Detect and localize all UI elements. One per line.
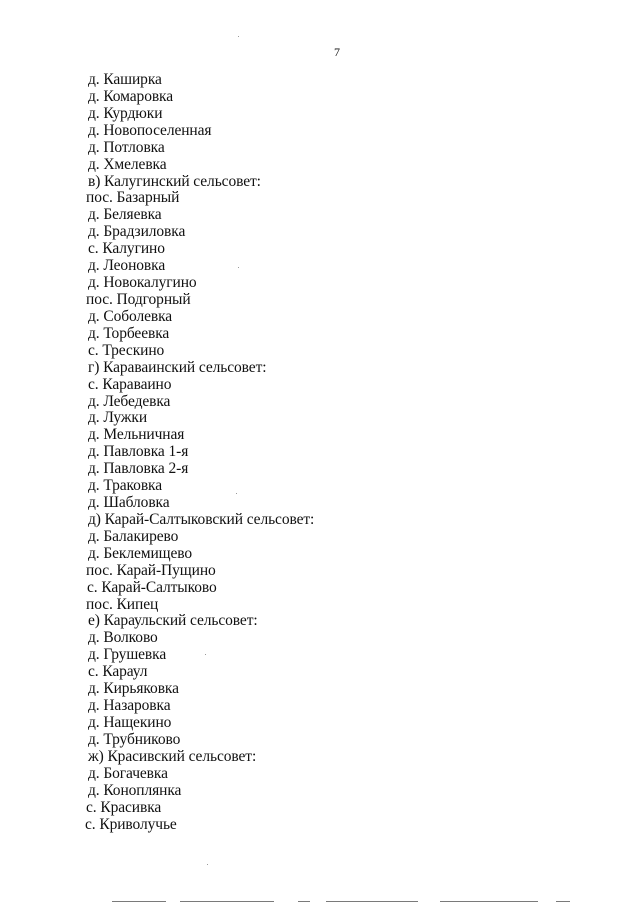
- settlement-item: д. Новопоселенная: [88, 121, 212, 139]
- settlement-item: пос. Карай-Пущино: [86, 561, 216, 579]
- settlement-item: пос. Подгорный: [86, 291, 191, 308]
- settlement-item: д. Волково: [88, 629, 158, 647]
- settlement-item: д. Лебедевка: [88, 392, 171, 410]
- settlement-item: с. Красивка: [86, 798, 162, 816]
- scan-rule: [440, 901, 538, 902]
- settlement-item: д. Павловка 2-я: [88, 460, 189, 478]
- settlement-item: д. Потловка: [88, 138, 165, 156]
- settlement-item: д. Новокалугино: [88, 274, 197, 291]
- section-heading: ж) Красивский сельсовет:: [88, 747, 257, 765]
- settlement-item: д. Богачевка: [88, 764, 168, 782]
- scan-speck: [207, 864, 208, 865]
- settlement-item: д. Комаровка: [88, 87, 174, 105]
- settlement-item: д. Беляевка: [88, 206, 162, 224]
- settlement-item: д. Грушевка: [88, 646, 167, 664]
- settlement-item: д. Торбеевка: [88, 324, 170, 342]
- scan-speck: [238, 36, 239, 37]
- settlement-item: д. Назаровка: [88, 697, 171, 714]
- settlement-item: д. Шабловка: [88, 494, 170, 511]
- settlement-item: д. Коноплянка: [88, 781, 182, 799]
- settlement-item: с. Криволучье: [85, 815, 177, 833]
- section-heading: е) Караульский сельсовет:: [88, 612, 258, 630]
- settlement-item: пос. Базарный: [86, 189, 180, 207]
- settlement-item: с. Трескино: [88, 341, 165, 359]
- settlement-item: пос. Кипец: [86, 595, 159, 613]
- section-heading: в) Калугинский сельсовет:: [88, 172, 261, 190]
- settlement-item: с. Караул: [88, 663, 148, 681]
- settlement-item: д. Мельничная: [88, 426, 185, 444]
- scan-rule: [298, 901, 310, 902]
- settlement-item: д. Трубниково: [88, 730, 181, 748]
- settlement-item: с. Карай-Салтыково: [87, 578, 217, 596]
- settlement-item: д. Соболевка: [88, 307, 173, 325]
- settlement-item: д. Балакирево: [88, 527, 179, 545]
- settlement-item: д. Каширка: [88, 71, 162, 88]
- settlement-item: с. Караваино: [88, 375, 172, 393]
- settlement-item: д. Кирьяковка: [88, 680, 179, 698]
- scan-rule: [556, 901, 570, 902]
- settlement-item: д. Лужки: [88, 409, 148, 427]
- settlement-item: д. Павловка 1-я: [88, 443, 189, 461]
- settlement-item: д. Леоновка: [88, 257, 166, 275]
- settlement-item: д. Беклемищево: [88, 544, 193, 562]
- settlement-item: д. Хмелевка: [88, 155, 167, 173]
- settlement-item: д. Нащекино: [88, 714, 172, 731]
- scan-speck: [236, 493, 237, 494]
- scan-rule: [112, 901, 166, 902]
- scan-rule: [180, 901, 274, 902]
- settlement-item: д. Брадзиловка: [88, 223, 186, 241]
- settlement-item: д. Курдюки: [88, 104, 163, 122]
- section-heading: г) Караваинский сельсовет:: [88, 358, 267, 376]
- settlement-item: с. Калугино: [88, 240, 165, 258]
- scan-rule: [326, 901, 418, 902]
- settlement-item: д. Траковка: [88, 477, 163, 495]
- scan-speck: [238, 267, 239, 268]
- section-heading: д) Карай-Салтыковский сельсовет:: [88, 510, 315, 528]
- page-number: 7: [334, 45, 340, 59]
- scan-speck: [205, 654, 206, 655]
